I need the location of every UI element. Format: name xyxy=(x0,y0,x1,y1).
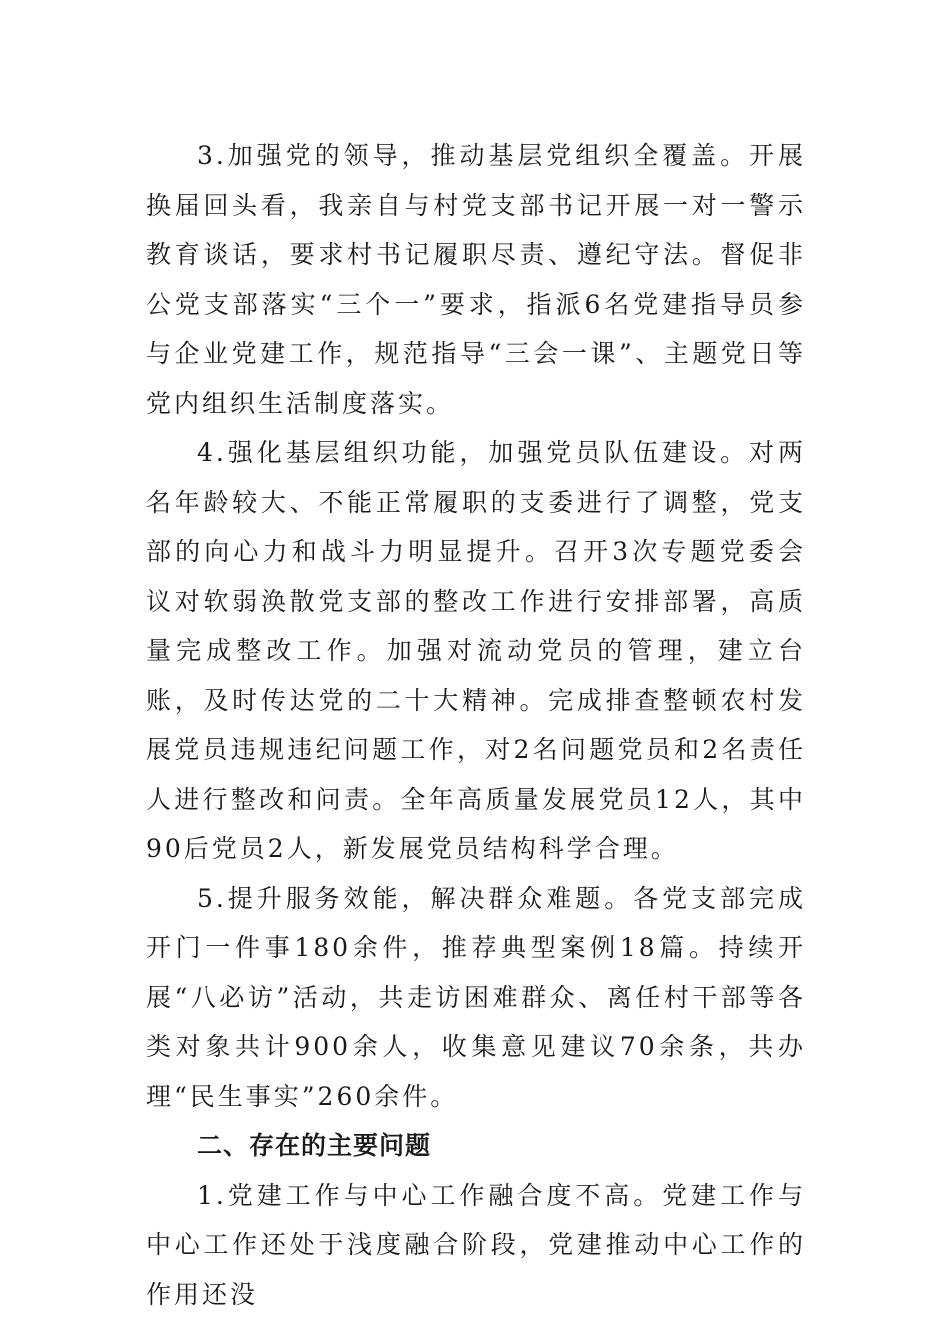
paragraph-strengthen-leadership: 3.加强党的领导，推动基层党组织全覆盖。开展换届回头看，我亲自与村党支部书记开展一对一警示教育谈话，要求村书记履职尽责、遵纪守法。督促非公党支部落实“三个一”要求，指派6名党建指导员参与企业党建工作，规范指导“三会一课”、主题党日等党内组织生活制度落实。 xyxy=(146,141,806,418)
document-body xyxy=(146,131,806,1319)
paragraph-service-efficiency: 5.提升服务效能，解决群众难题。各党支部完成开门一件事180余件，推荐典型案例18篇。持续开展“八必访”活动，共走访困难群众、离任村干部等各类对象共计900余人，收集意见建议70余条，共办理“民生事实”260余件。 xyxy=(146,883,806,1111)
paragraph-party-member-team: 4.强化基层组织功能，加强党员队伍建设。对两名年龄较大、不能正常履职的支委进行了调整，党支部的向心力和战斗力明显提升。召开3次专题党委会议对软弱涣散党支部的整改工作进行安排部署，高质量完成整改工作。加强对流动党员的管理，建立台账，及时传达党的二十大精神。完成排查整顿农村发展党员违规违纪问题工作，对2名问题党员和2名责任人进行整改和问责。全年高质量发展党员12人，其中90后党员2人，新发展党员结构科学合理。 xyxy=(146,438,806,863)
section-heading-main-problems: 二、存在的主要问题 xyxy=(197,1131,432,1160)
paragraph-integration-problem: 1.党建工作与中心工作融合度不高。党建工作与中心工作还处于浅度融合阶段，党建推动中心工作的作用还没 xyxy=(146,1180,806,1309)
